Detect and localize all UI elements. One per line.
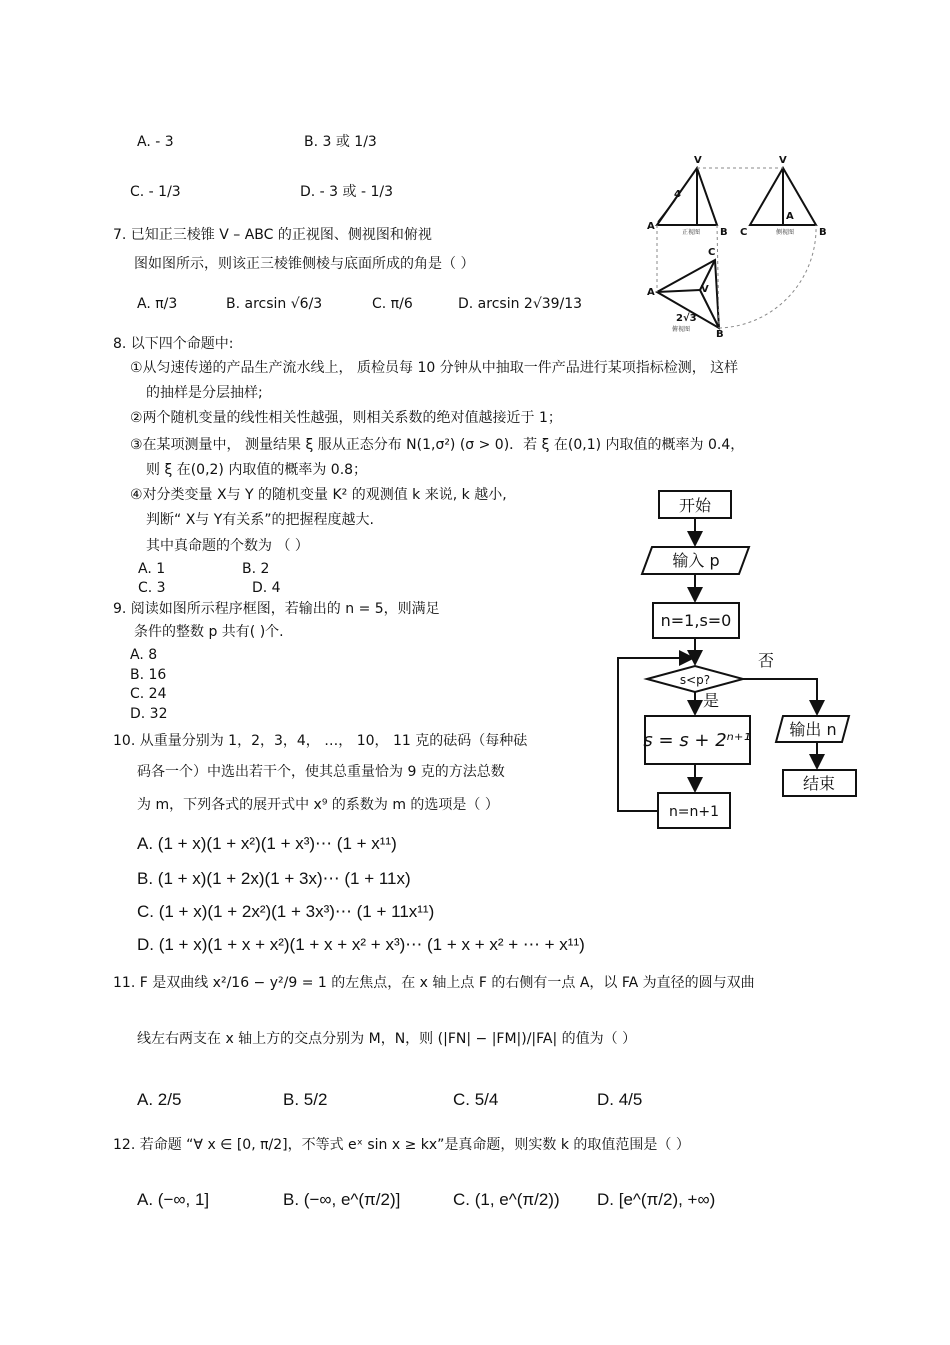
pyramid-three-view-figure xyxy=(640,150,840,340)
q12-stem: 12. 若命题 “∀ x ∈ [0, π/2]，不等式 eˣ sin x ≥ kx”是真命题，则实数 k 的取值范围是（ ） xyxy=(113,1137,690,1153)
caption-side-view: 侧视图 xyxy=(776,229,795,236)
flow-yes-label: 是 xyxy=(702,691,720,710)
q9-option-a: A. 8 xyxy=(130,647,158,663)
flow-no-label: 否 xyxy=(757,651,775,670)
front-view-triangle xyxy=(657,168,717,225)
q9-option-c: C. 24 xyxy=(130,686,167,702)
fig-label-b-front: B xyxy=(720,227,728,238)
q12-option-a: A. (−∞, 1] xyxy=(137,1190,210,1209)
flow-output-text: 输出 n xyxy=(789,720,837,739)
q8-option-a: A. 1 xyxy=(138,561,166,577)
flow-incr-text: n=n+1 xyxy=(668,804,720,820)
fig-label-v-top: V xyxy=(701,284,709,295)
q11-option-a: A. 2/5 xyxy=(137,1090,182,1109)
fig-label-a-front: A xyxy=(647,221,655,232)
q11-option-c: C. 5/4 xyxy=(453,1090,499,1109)
q6-option-c xyxy=(130,184,181,201)
fig-label-4: 4 xyxy=(674,189,681,200)
q8-proposition-2: ②两个随机变量的线性相关性越强，则相关系数的绝对值越接近于 1； xyxy=(130,410,562,426)
q7-option-b: B. arcsin √6/3 xyxy=(226,296,323,312)
q8-proposition-1b: 的抽样是分层抽样; xyxy=(146,385,263,401)
q12-option-d: D. [e^(π/2), +∞) xyxy=(597,1190,716,1209)
q7-option-a: A. π/3 xyxy=(137,296,178,312)
q8-stem: 8. 以下四个命题中: xyxy=(113,336,234,352)
q6-option-b xyxy=(304,134,377,151)
q6-d-text: D. - 3 或 - 1/3 xyxy=(300,184,394,200)
flow-init-text: n=1,s=0 xyxy=(660,611,732,630)
q9-option-b: B. 16 xyxy=(130,667,167,683)
q8-proposition-3a: ③在某项测量中， 测量结果 ξ 服从正态分布 N(1,σ²) (σ > 0)．若 ξ 在(0,1) 内取值的概率为 0.4， xyxy=(130,437,745,453)
q6-c-text: C. - 1/3 xyxy=(130,184,181,200)
fig-label-b-top: B xyxy=(716,329,724,340)
q10-stem-line3: 为 m，下列各式的展开式中 x⁹ 的系数为 m 的选项是（ ） xyxy=(137,797,499,813)
q11-stem-line2: 线左右两支在 x 轴上方的交点分别为 M，N，则 (|FN| − |FM|)/|FA| 的值为（ ） xyxy=(137,1031,637,1047)
q10-stem-line1: 10. 从重量分别为 1，2，3，4， …， 10， 11 克的砝码（每种砝 xyxy=(113,733,528,749)
q10-option-a: A. (1 + x)(1 + x²)(1 + x³)⋯ (1 + x¹¹) xyxy=(137,834,397,853)
q7-stem-line1: 7. 已知正三棱锥 V – ABC 的正视图、侧视图和俯视 xyxy=(113,227,432,243)
q7-stem-line2: 图如图所示，则该正三棱锥侧棱与底面所成的角是（ ） xyxy=(134,256,475,272)
q7-option-c: C. π/6 xyxy=(372,296,413,312)
q9-stem-line1: 9. 阅读如图所示程序框图，若输出的 n = 5，则满足 xyxy=(113,601,440,617)
program-flowchart xyxy=(610,486,870,836)
q12-option-c: C. (1, e^(π/2)) xyxy=(453,1190,560,1209)
q8-question-tail: 其中真命题的个数为 （ ） xyxy=(146,538,309,554)
fig-label-v-front: V xyxy=(694,155,702,166)
q10-option-b: B. (1 + x)(1 + 2x)(1 + 3x)⋯ (1 + 11x) xyxy=(137,869,411,888)
flow-update-text: s = s + 2ⁿ⁺¹ xyxy=(643,730,751,751)
q8-option-d: D. 4 xyxy=(252,580,281,596)
q11-option-b: B. 5/2 xyxy=(283,1090,328,1109)
q10-stem-line2: 码各一个）中选出若干个，使其总重量恰为 9 克的方法总数 xyxy=(137,764,505,780)
q10-option-d: D. (1 + x)(1 + x + x²)(1 + x + x² + x³)⋯ (1 + x + x² + ⋯ + x¹¹) xyxy=(137,935,585,954)
caption-top-view: 俯视图 xyxy=(672,326,691,333)
caption-front-view: 正视图 xyxy=(682,229,701,236)
q6-a-text: A. - 3 xyxy=(137,134,174,150)
q8-proposition-4a: ④对分类变量 X与 Y 的随机变量 K² 的观测值 k 来说, k 越小, xyxy=(130,487,507,503)
q6-option-a xyxy=(137,134,174,151)
top-view-edge-a xyxy=(657,290,700,292)
q10-option-c: C. (1 + x)(1 + 2x²)(1 + 3x³)⋯ (1 + 11x¹¹) xyxy=(137,902,435,921)
fig-label-b-side: B xyxy=(819,227,827,238)
q6-b-text: B. 3 或 1/3 xyxy=(304,134,377,150)
fig-label-a-side: A xyxy=(786,211,794,222)
q11-option-d: D. 4/5 xyxy=(597,1090,643,1109)
flow-end-text: 结束 xyxy=(802,774,836,793)
q9-option-d: D. 32 xyxy=(130,706,168,722)
q8-option-c: C. 3 xyxy=(138,580,166,596)
q12-option-b: B. (−∞, e^(π/2)] xyxy=(283,1190,401,1209)
q6-option-d xyxy=(300,184,393,201)
fig-label-c-top: C xyxy=(708,247,716,258)
flow-arrow-cond-output xyxy=(743,679,817,714)
flow-start-text: 开始 xyxy=(678,496,712,515)
fig-label-a-top: A xyxy=(647,287,655,298)
fig-label-c-side: C xyxy=(740,227,748,238)
q7-option-d: D. arcsin 2√39/13 xyxy=(458,296,583,312)
flow-cond-text: s<p? xyxy=(679,673,711,687)
q8-proposition-3b: 则 ξ 在(0,2) 内取值的概率为 0.8； xyxy=(146,462,368,478)
q8-option-b: B. 2 xyxy=(242,561,270,577)
q8-proposition-4b: 判断“ X与 Y有关系”的把握程度越大. xyxy=(146,512,374,528)
q9-stem-line2: 条件的整数 p 共有( )个. xyxy=(134,624,284,640)
fig-label-v-side: V xyxy=(779,155,787,166)
flow-input-text: 输入 p xyxy=(672,551,720,570)
q8-proposition-1a: ①从匀速传递的产品生产流水线上， 质检员每 10 分钟从中抽取一件产品进行某项指标检测， 这样 xyxy=(130,360,739,376)
q11-stem-line1: 11. F 是双曲线 x²/16 − y²/9 = 1 的左焦点，在 x 轴上点 F 的右侧有一点 A，以 FA 为直径的圆与双曲 xyxy=(113,975,755,991)
projection-arc xyxy=(719,225,816,328)
fig-label-2root3: 2√3 xyxy=(676,313,697,324)
edge-length-arrow xyxy=(658,200,675,222)
